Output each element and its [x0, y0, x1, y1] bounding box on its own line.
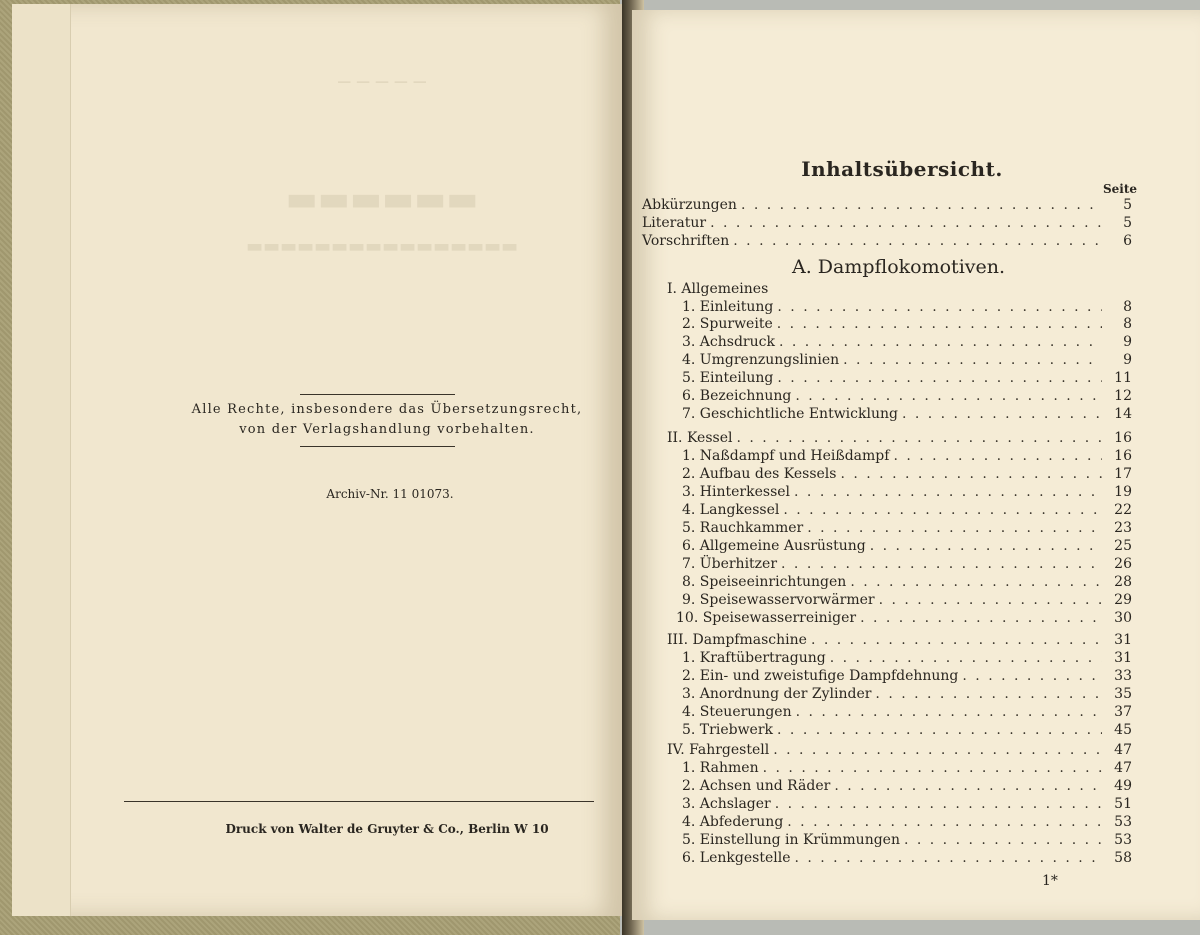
toc-entry-page: 51 [1114, 796, 1132, 812]
toc-entry-label: 7. Überhitzer [682, 556, 778, 572]
toc-leader-dots [777, 369, 1102, 387]
toc-entry-label: 7. Geschichtliche Entwicklung [682, 406, 898, 422]
printer-imprint: Druck von Walter de Gruyter & Co., Berlin W 10 [225, 822, 549, 836]
toc-leader-dots [794, 483, 1102, 501]
toc-entry-label: II. Kessel [667, 430, 733, 446]
toc-entry-label: 3. Anordnung der Zylinder [682, 686, 872, 702]
toc-leader-dots [904, 831, 1102, 849]
toc-entry [682, 685, 1132, 703]
rights-notice [152, 400, 622, 440]
toc-entry [682, 759, 1132, 777]
toc-leader-dots [779, 333, 1102, 351]
toc-entry-label: 4. Langkessel [682, 502, 780, 518]
toc-title: Inhaltsübersicht. [801, 157, 1003, 181]
toc-entry-label: 1. Kraftübertragung [682, 650, 826, 666]
toc-entry-label: 6. Lenkgestelle [682, 850, 791, 866]
show-through-title: ▬▬▬▬▬▬ [285, 179, 479, 219]
rights-line-1: Alle Rechte, insbesondere das Übersetzungsrecht, [191, 402, 583, 417]
toc-entry-page: 22 [1114, 502, 1132, 518]
toc-leader-dots [777, 315, 1102, 333]
toc-entry [682, 333, 1132, 351]
toc-entry-label: 10. Speisewasserreiniger [676, 610, 857, 626]
toc-entry-page: 53 [1114, 832, 1132, 848]
toc-leader-dots [879, 591, 1102, 609]
toc-leader-dots [840, 465, 1102, 483]
toc-entry-page: 19 [1114, 484, 1132, 500]
toc-leader-dots [875, 685, 1102, 703]
toc-entry [667, 280, 1132, 298]
toc-leader-dots [850, 573, 1102, 591]
page-edge [12, 4, 71, 916]
toc-entry-page: 26 [1114, 556, 1132, 572]
toc-leader-dots [796, 703, 1102, 721]
rights-line-2: von der Verlagshandlung vorbehalten. [239, 422, 535, 437]
toc-entry-label: 1. Einleitung [682, 299, 774, 315]
toc-entry-page: 58 [1114, 850, 1132, 866]
toc-entry [682, 298, 1132, 316]
toc-leader-dots [843, 351, 1102, 369]
toc-entry [682, 315, 1132, 333]
toc-entry-page: 28 [1114, 574, 1132, 590]
toc-entry [682, 721, 1132, 739]
toc-entry-page: 45 [1114, 722, 1132, 738]
toc-entry-label: III. Dampfmaschine [667, 632, 807, 648]
toc-entry [682, 591, 1132, 609]
printer-rule [124, 801, 594, 802]
toc-entry-page: 47 [1114, 760, 1132, 776]
toc-leader-dots [811, 631, 1102, 649]
toc-entry [682, 351, 1132, 369]
toc-leader-dots [795, 387, 1102, 405]
toc-entry-label: Abkürzungen [642, 197, 737, 213]
toc-entry-label: 1. Naßdampf und Heißdampf [682, 448, 890, 464]
toc-entry-label: 3. Hinterkessel [682, 484, 791, 500]
toc-entry [667, 631, 1132, 649]
toc-entry-page: 35 [1114, 686, 1132, 702]
toc-entry-label: 2. Spurweite [682, 316, 773, 332]
toc-entry [682, 501, 1132, 519]
toc-entry-page: 8 [1123, 299, 1132, 315]
toc-entry [682, 573, 1132, 591]
toc-entry-page: 23 [1114, 520, 1132, 536]
toc-entry-label: 1. Rahmen [682, 760, 759, 776]
toc-entry [682, 795, 1132, 813]
toc-entry-label: 5. Einteilung [682, 370, 774, 386]
toc-leader-dots [781, 555, 1102, 573]
toc-leader-dots [893, 447, 1102, 465]
toc-entry-page: 14 [1114, 406, 1132, 422]
toc-entry-page: 6 [1123, 233, 1132, 249]
toc-entry-label: 9. Speisewasservorwärmer [682, 592, 875, 608]
rule-top [300, 394, 455, 395]
show-through-text: — — — — — [337, 74, 427, 90]
toc-entry-page: 31 [1114, 650, 1132, 666]
toc-entry-page: 53 [1114, 814, 1132, 830]
toc-leader-dots [777, 298, 1102, 316]
toc-entry-page: 47 [1114, 742, 1132, 758]
page-number: 1* [1042, 873, 1058, 889]
toc-leader-dots [834, 777, 1102, 795]
toc-entry-label: 2. Achsen und Räder [682, 778, 831, 794]
toc-entry [682, 703, 1132, 721]
toc-entry-page: 33 [1114, 668, 1132, 684]
toc-entry-page: 29 [1114, 592, 1132, 608]
toc-entry [667, 741, 1132, 759]
toc-entry-page: 9 [1123, 334, 1132, 350]
toc-entry-label: 6. Allgemeine Ausrüstung [682, 538, 866, 554]
toc-leader-dots [902, 405, 1102, 423]
page-column-label: Seite [1102, 182, 1137, 196]
toc-leader-dots [773, 741, 1102, 759]
toc-entry [682, 849, 1132, 867]
toc-entry-label: 4. Umgrenzungslinien [682, 352, 840, 368]
toc-entry-label: 6. Bezeichnung [682, 388, 792, 404]
toc-entry-label: 3. Achsdruck [682, 334, 775, 350]
toc-entry-label: 4. Steuerungen [682, 704, 792, 720]
toc-leader-dots [733, 232, 1102, 250]
toc-entry-label: IV. Fahrgestell [667, 742, 770, 758]
toc-entry [642, 232, 1132, 250]
toc-entry-page: 11 [1114, 370, 1132, 386]
toc-entry-label: 5. Einstellung in Krümmungen [682, 832, 900, 848]
toc-entry [667, 429, 1132, 447]
show-through-subtitle: ▬▬▬▬▬▬▬▬▬▬▬▬▬▬▬▬ [245, 236, 519, 257]
toc-entry-label: I. Allgemeines [667, 281, 769, 297]
toc-entry-page: 16 [1114, 430, 1132, 446]
toc-entry-label: 2. Ein- und zweistufige Dampfdehnung [682, 668, 959, 684]
toc-entry [682, 831, 1132, 849]
toc-entry [682, 667, 1132, 685]
toc-entry-page: 12 [1114, 388, 1132, 404]
toc-entry [682, 465, 1132, 483]
toc-entry-page: 30 [1114, 610, 1132, 626]
toc-leader-dots [741, 196, 1102, 214]
toc-entry [682, 405, 1132, 423]
toc-leader-dots [777, 721, 1102, 739]
toc-leader-dots [787, 813, 1102, 831]
toc-entry-page: 17 [1114, 466, 1132, 482]
toc-entry [682, 813, 1132, 831]
toc-entry-label: 5. Triebwerk [682, 722, 774, 738]
toc-leader-dots [710, 214, 1102, 232]
toc-entry [682, 555, 1132, 573]
toc-entry-page: 5 [1123, 197, 1132, 213]
toc-entry-page: 8 [1123, 316, 1132, 332]
toc-entry-page: 31 [1114, 632, 1132, 648]
toc-entry-label: Vorschriften [642, 233, 730, 249]
rule-bottom [300, 446, 455, 447]
right-page [632, 10, 1200, 920]
toc-entry [642, 196, 1132, 214]
toc-entry [682, 537, 1132, 555]
toc-entry [682, 447, 1132, 465]
toc-entry [642, 214, 1132, 232]
toc-entry-page: 37 [1114, 704, 1132, 720]
archive-number: Archiv-Nr. 11 01073. [326, 487, 454, 501]
toc-leader-dots [830, 649, 1102, 667]
toc-entry [682, 369, 1132, 387]
left-page [12, 4, 622, 916]
toc-entry [682, 649, 1132, 667]
toc-leader-dots [775, 795, 1102, 813]
toc-entry-page: 16 [1114, 448, 1132, 464]
toc-entry [676, 609, 1132, 627]
toc-entry-label: 5. Rauchkammer [682, 520, 804, 536]
toc-entry [682, 483, 1132, 501]
toc-entry-page: 5 [1123, 215, 1132, 231]
toc-entry-label: 2. Aufbau des Kessels [682, 466, 837, 482]
toc-leader-dots [736, 429, 1102, 447]
toc-entry-label: 4. Abfederung [682, 814, 784, 830]
toc-entry [682, 387, 1132, 405]
toc-entry-label: 8. Speiseeinrichtungen [682, 574, 847, 590]
toc-leader-dots [783, 501, 1102, 519]
toc-entry [682, 519, 1132, 537]
section-heading: A. Dampflokomotiven. [792, 256, 1006, 278]
toc-entry-label: Literatur [642, 215, 707, 231]
toc-entry-page: 25 [1114, 538, 1132, 554]
toc-leader-dots [870, 537, 1102, 555]
toc-leader-dots [794, 849, 1102, 867]
toc-leader-dots [860, 609, 1102, 627]
toc-entry-page: 49 [1114, 778, 1132, 794]
toc-leader-dots [763, 759, 1102, 777]
toc-entry [682, 777, 1132, 795]
toc-entry-page: 9 [1123, 352, 1132, 368]
toc-leader-dots [807, 519, 1102, 537]
toc-leader-dots [962, 667, 1102, 685]
toc-entry-label: 3. Achslager [682, 796, 771, 812]
